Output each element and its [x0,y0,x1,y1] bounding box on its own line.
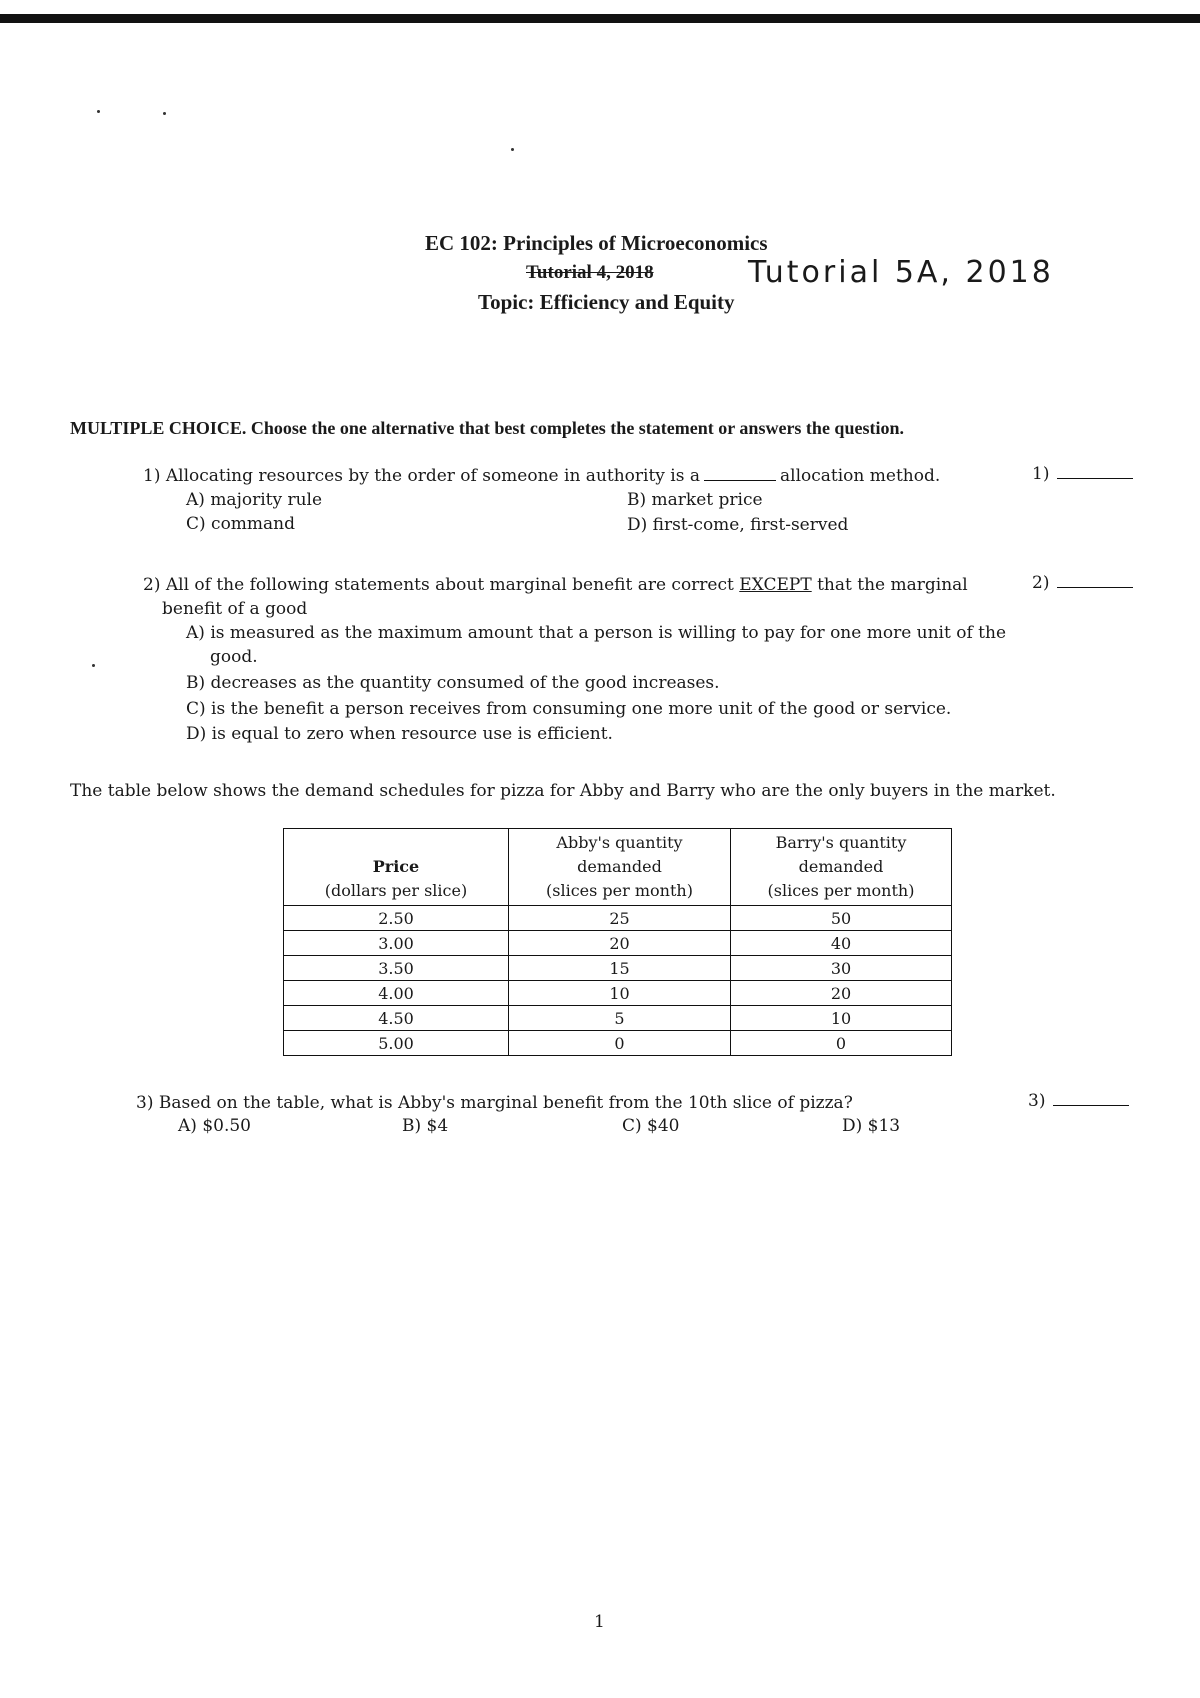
q2-option-b[interactable]: B) decreases as the quantity consumed of the good increases. [186,673,720,693]
answer-label-1: 1) [1032,464,1050,484]
table-row [284,956,952,981]
header-abby [509,829,731,906]
cell-barry: 50 [731,906,952,931]
cell-abby: 10 [509,981,731,1006]
header-price-line1: Price [372,857,420,876]
scan-speck [92,664,95,667]
answer-slot-3[interactable] [1028,1091,1129,1111]
header-barry [731,829,952,906]
header-abby-line1: Abby's quantity [556,833,683,852]
q2-option-d[interactable]: D) is equal to zero when resource use is efficient. [186,724,613,744]
question-1-text: 1) Allocating resources by the order of someone in authority is a [143,466,701,486]
table-row [284,931,952,956]
cell-abby: 20 [509,931,731,956]
cell-abby: 5 [509,1006,731,1031]
table-intro: The table below shows the demand schedules for pizza for Abby and Barry who are the only buyers in the market. [70,781,1056,801]
q1-option-d[interactable]: D) first-come, first-served [627,515,849,535]
q3-option-a[interactable]: A) $0.50 [178,1116,251,1136]
header-barry-line1: Barry's quantity [775,833,907,852]
section-heading: MULTIPLE CHOICE. Choose the one alternative that best completes the statement or answers the question. [70,418,904,438]
q1-option-b[interactable]: B) market price [627,490,763,510]
q2-option-a[interactable]: A) is measured as the maximum amount that a person is willing to pay for one more unit of the [186,623,1007,643]
header-price-line2: (dollars per slice) [324,881,468,900]
scan-speck [97,110,100,113]
handwritten-tutorial-label: Tutorial 5A, 2018 [748,255,1054,290]
answer-slot-1[interactable] [1032,464,1133,484]
q3-option-c[interactable]: C) $40 [622,1116,680,1136]
q1-option-c[interactable]: C) command [186,514,296,534]
header-price [284,829,509,906]
cell-barry: 30 [731,956,952,981]
cell-price: 3.00 [284,931,509,956]
topic-title: Topic: Efficiency and Equity [478,290,735,314]
q1-option-a[interactable]: A) majority rule [186,490,323,510]
answer-blank-2[interactable] [1057,587,1133,588]
answer-blank-1[interactable] [1057,478,1133,479]
question-2-emphasis: EXCEPT [739,575,812,595]
cell-price: 4.50 [284,1006,509,1031]
header-abby-line2: demanded [577,857,662,876]
q3-option-b[interactable]: B) $4 [402,1116,449,1136]
table-header-row [284,829,952,906]
cell-price: 4.00 [284,981,509,1006]
question-1-text-end: allocation method. [780,466,941,486]
cell-barry: 0 [731,1031,952,1056]
question-1 [143,464,940,488]
cell-abby: 15 [509,956,731,981]
demand-table [283,828,952,1056]
cell-abby: 0 [509,1031,731,1056]
header-barry-line3: (slices per month) [767,881,915,900]
cell-barry: 40 [731,931,952,956]
question-2-line-2: benefit of a good [162,599,308,619]
struck-tutorial-label: Tutorial 4, 2018 [526,262,654,283]
q3-option-d[interactable]: D) $13 [842,1116,901,1136]
table-row [284,981,952,1006]
header-barry-line2: demanded [798,857,884,876]
table-row [284,1006,952,1031]
question-2 [143,573,968,597]
cell-price: 2.50 [284,906,509,931]
course-title: EC 102: Principles of Microeconomics [425,231,768,255]
page-number: 1 [594,1612,605,1632]
cell-abby: 25 [509,906,731,931]
answer-blank-3[interactable] [1053,1105,1129,1106]
cell-price: 3.50 [284,956,509,981]
scan-top-bar [0,14,1200,23]
table-row [284,1031,952,1056]
answer-label-3: 3) [1028,1091,1046,1111]
cell-price: 5.00 [284,1031,509,1056]
q2-option-c[interactable]: C) is the benefit a person receives from consuming one more unit of the good or service. [186,699,952,719]
question-3: 3) Based on the table, what is Abby's marginal benefit from the 10th slice of pizza? [136,1093,853,1113]
question-2-text: 2) All of the following statements about marginal benefit are correct [143,575,734,595]
scan-speck [163,112,166,115]
q2-option-a-continued: good. [210,647,258,667]
scan-speck [511,148,514,151]
cell-barry: 10 [731,1006,952,1031]
header-abby-line3: (slices per month) [546,881,693,900]
table-row [284,906,952,931]
cell-barry: 20 [731,981,952,1006]
answer-label-2: 2) [1032,573,1050,593]
question-1-blank [704,480,776,481]
question-2-text-end: that the marginal [817,575,968,595]
answer-slot-2[interactable] [1032,573,1133,593]
